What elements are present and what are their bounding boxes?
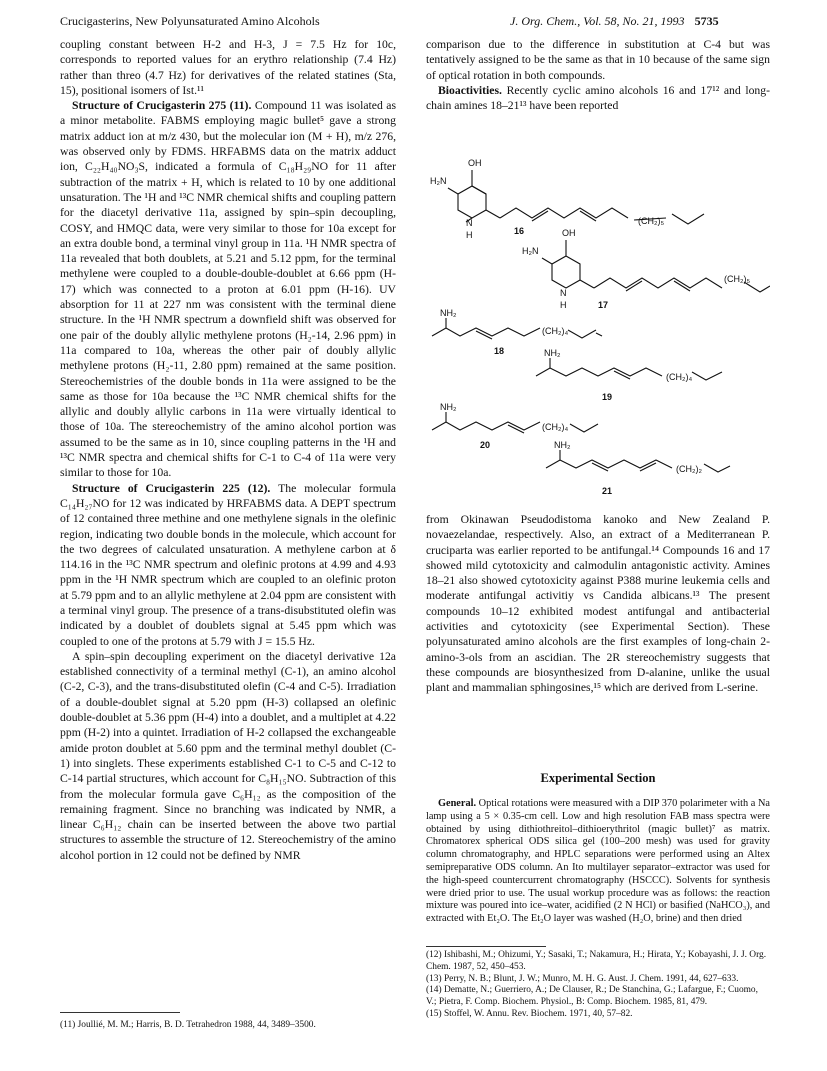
paragraph bbox=[60, 98, 396, 480]
footnote-text: (12) Ishibashi, M.; Ohizumi, Y.; Sasaki, T.; Nakamura, H.; Hirata, Y.; Kobayashi, J. J. Org. Chem. 1987, 52, 450–453. bbox=[426, 950, 767, 972]
paragraph-text: The molecular formula C₁₄H₂₇NO for 12 was indicated by HRFABMS data. A DEPT spectrum of 12 contained three methine and one methylene signals in the olefinic region, indicating two double bonds in the molecule, which account for the two degrees of calculated unsaturation. A methylene carbon at δ 114.16 in the ¹³C NMR spectrum and olefinic protons at 4.99 and 4.93 ppm in the ¹H NMR spectrum which are coupled to an olefinic proton at 5.79 ppm and to an allylic methylene at 2.04 ppm are consistent with a terminal vinyl group. The presence of a trans-disubstituted olefin was indicated by a doublet of doublets signal at 5.45 ppm which was coupled to one of the protons at 5.79 with J = 15.5 Hz. bbox=[60, 481, 396, 648]
section-subhead: Structure of Crucigasterin 275 (11). bbox=[72, 99, 252, 113]
compound-label-20: 20 bbox=[480, 440, 491, 450]
ring-n-label: N bbox=[466, 218, 473, 228]
ring-h-label: H bbox=[466, 230, 473, 240]
section-heading: Experimental Section bbox=[540, 771, 656, 785]
chain-label: (CH₂)₄ bbox=[542, 422, 569, 432]
footnote-rule bbox=[426, 946, 546, 947]
compound-label-19: 19 bbox=[602, 392, 613, 402]
experimental-paragraph bbox=[426, 798, 770, 926]
chain-label: (CH₂)₅ bbox=[638, 216, 665, 226]
footnote-text: (11) Joullié, M. M.; Harris, B. D. Tetrahedron 1988, 44, 3489–3500. bbox=[60, 1020, 316, 1030]
structure-17 bbox=[522, 228, 770, 310]
compound-label-21: 21 bbox=[602, 486, 613, 496]
footnote-text: (13) Perry, N. B.; Blunt, J. W.; Munro, M. H. G. Aust. J. Chem. 1991, 44, 627–633. bbox=[426, 973, 739, 984]
section-subhead: Bioactivities. bbox=[438, 83, 502, 97]
footnote-text: (15) Stoffel, W. Annu. Rev. Biochem. 1971, 40, 57–82. bbox=[426, 1008, 633, 1019]
journal-citation: J. Org. Chem., Vol. 58, No. 21, 1993 bbox=[510, 14, 685, 28]
left-column bbox=[60, 37, 396, 863]
structure-21 bbox=[546, 440, 730, 496]
nh2-label: NH₂ bbox=[544, 348, 561, 358]
oh-label: OH bbox=[562, 228, 576, 238]
structure-18 bbox=[432, 308, 602, 356]
right-column-middle bbox=[426, 512, 770, 696]
structure-20 bbox=[432, 402, 598, 450]
chemical-structures-figure bbox=[426, 148, 770, 503]
chain-label: (CH₂)₂ bbox=[676, 464, 702, 474]
compound-label-17: 17 bbox=[598, 300, 609, 310]
oh-label: OH bbox=[468, 158, 482, 168]
paragraph bbox=[426, 798, 770, 926]
running-header-right bbox=[510, 14, 719, 29]
compound-label-18: 18 bbox=[494, 346, 505, 356]
paragraph bbox=[60, 481, 396, 649]
chain-label: (CH₂)₄ bbox=[542, 326, 569, 336]
amine-label: H₂N bbox=[522, 246, 539, 256]
right-column-top bbox=[426, 37, 770, 113]
nh2-label: NH₂ bbox=[440, 402, 457, 412]
paragraph: A spin–spin decoupling experiment on the diacetyl derivative 12a established connectivity of a terminal methyl (C-1), an amino alcohol (C-2, C-3), and the trans-disubstituted olefin (C-4 and C-5). Irradiation of a double-doublet signal at 5.20 ppm (H-3) collapsed an olefinic double-doublet at 5.36 ppm (H-4) into a doublet, and a multiplet at 4.22 ppm (H-2) into a quintet. Irradiation of H-2 collapsed the exchangeable amide proton doublet at 5.60 ppm and the terminal methyl doublet (C-1) into singlets. These experiments established C-1 to C-5 and C-12 to C-14 partial structures, which account for C₈H₁₅NO. Subtraction of this from the molecular formula gave C₆H₁₂ as the composition of the remaining fragment. Since no branching was indicated by NMR, a linear C₆H₁₂ chain can be inserted between the above two partial structures to assemble the structure of 12. Stereochemistry of the amino alcohol portion in 12 could not be defined by NMR bbox=[60, 649, 396, 862]
ring-n-label: N bbox=[560, 288, 567, 298]
footnotes bbox=[426, 950, 770, 1021]
running-header-left: Crucigasterins, New Polyunsaturated Amino Alcohols bbox=[60, 14, 320, 28]
nh2-label: NH₂ bbox=[440, 308, 457, 318]
paragraph: coupling constant between H-2 and H-3, J = 7.5 Hz for 10c, corresponds to reported values for an erythro relationship (7.4 Hz) rather than threo (4.7 Hz) for derivatives of the related statines (Sta, 15), positional isomers of Ist.¹¹ bbox=[60, 38, 396, 97]
section-subhead: Structure of Crucigasterin 225 (12). bbox=[72, 481, 271, 495]
chain-label: (CH₂)₄ bbox=[666, 372, 693, 382]
paragraph bbox=[426, 83, 770, 114]
paragraph-text: Optical rotations were measured with a DIP 370 polarimeter with a Na lamp using a 5 × 0.35-cm cell. Low and high resolution FAB mass spectra were obtained by using dithiothreitol–dithioerythritol (magic bullet)⁷ as matrix. Chromatorex spherical ODS silica gel (100–200 mesh) was used for gravity column chromatography, and HPLC separations were performed using an Altex semipreparative ODS column. An Ito multilayer separator–extractor was used for the high-speed countercurrent chromatography (HSCCC). Solvents for synthesis were dried prior to use. The usual workup procedure was as follows: the reaction mixture was poured into ice–water, acidified (2 N HCl) or basified (NaHCO₃), and extracted with Et₂O. The Et₂O layer was washed (H₂O, brine) and then dried bbox=[426, 798, 770, 925]
paragraph: from Okinawan Pseudodistoma kanoko and New Zealand P. novaezelandae, respectively. Also, an extract of a Mediterranean P. cruciparta was earlier reported to be antifungal.¹⁴ Compounds 16 and 17 showed mild cytotoxicity and calmodulin antagonistic activity. Amines 18–21 also showed cytotoxicity against P388 murine leukemia cells and moderate antifungal activitiy vs Candida albicans.¹³ The present compounds 10–12 exhibited modest antifungal and antibacterial activities and cytotoxicity (see Experimental Section). These polyunsaturated amino alcohols are the first examples of long-chain 2-amino-3-ols from an ascidian. The 2R stereochemistry suggests that these compounds are biosynthesized from D-alanine, unlike the usual plant and mammalian sphingosines,¹⁵ which are derived from L-serine. bbox=[426, 513, 770, 695]
ring-h-label: H bbox=[560, 300, 567, 310]
footnote-rule bbox=[60, 1012, 180, 1013]
structure-19 bbox=[536, 348, 722, 402]
paragraph-text: Compound 11 was isolated as a minor metabolite. FABMS employing magic bullet⁵ gave a strong matrix adduct ion at m/z 430, but the molecular ion (M + H), m/z 276, was observed only by FDMS. HRFABMS data on the matrix adduct ion, C₂₂H₄₀NO₃S, indicated a formula of C₁₈H₂₉NO for 11 after subtraction of the matrix + H, which is related to 10 by one additional unsaturation. The ¹H and ¹³C NMR chemical shifts and coupling pattern for the diacetyl derivative 11a, assigned by spin–spin decoupling, COSY, and HMQC data, were very similar to those for 10a except for an extra double bond, a terminal vinyl group in 11a. ¹H NMR spectra of 11a revealed that both doublets, at 5.21 and 5.12 ppm, for the terminal methylene were coupled to a double-double-doublet at 6.66 ppm (H-17) which was connected to a proton at 6.01 ppm (H-16). UV absorption for 11 at 227 nm was consistent with the terminal diene structure. In the ¹H NMR spectrum a downfield shift was observed for one pair of the doubly allylic methylene protons (H₂-14, 2.96 ppm) in 11a compared to 10a, whereas the other pair of doubly allylic methylene protons (H₂-11, 2.80 ppm) remained at the same position. Stereochemistries of the double bonds in 11a were assigned to be the same as those for 10a because the ¹³C NMR chemical shifts for the allylic and doubly allylic carbons in 11a were virtually identical to those of 10a. The stereochemistry of the amino alcohol portion was assumed to be the same as in 10, since coupling patterns in the ¹H and ¹³C NMR spectra and chemical shifts for C-1 to C-4 of 11a were very similar to those for 10a. bbox=[60, 99, 397, 480]
nh2-label: NH₂ bbox=[554, 440, 571, 450]
chain-label: (CH₂)₅ bbox=[724, 274, 751, 284]
amine-label: H₂N bbox=[430, 176, 447, 186]
paragraph: comparison due to the difference in substitution at C-4 but was tentatively assigned to be the same as that in 10 because of the same sign of optical rotation in both compounds. bbox=[426, 38, 770, 82]
section-subhead: General. bbox=[438, 798, 477, 809]
compound-label-16: 16 bbox=[514, 226, 525, 236]
paragraph-text: Recently cyclic amino alcohols 16 and 17¹² and long-chain amines 18–21¹³ have been reported bbox=[426, 83, 771, 113]
footnote bbox=[60, 1020, 396, 1032]
page-number: 5735 bbox=[694, 14, 719, 28]
footnote-text: (14) Dematte, N.; Guerriero, A.; De Clauser, R.; De Stanchina, G.; Lafargue, F.; Cuomo, V.; Pietra, F. Comp. Biochem. Physiol., B: Comp. Biochem. 1985, 81, 479. bbox=[426, 985, 758, 1008]
